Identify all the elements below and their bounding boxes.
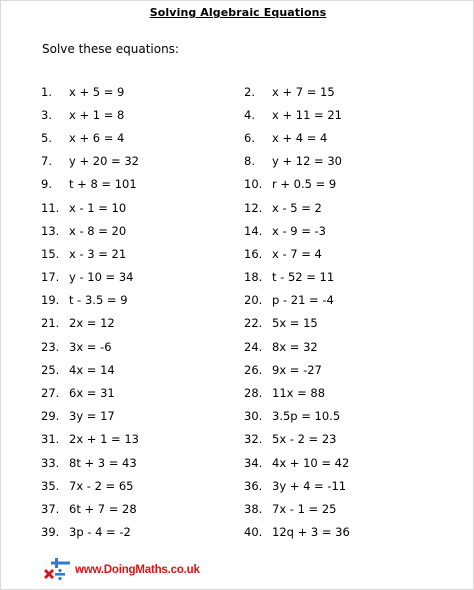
equation-item — [41, 266, 244, 289]
equation-number: 20. — [244, 293, 263, 308]
equation-text: 4x + 10 = 42 — [272, 455, 350, 470]
equation-item — [41, 312, 244, 335]
equation-number: 26. — [244, 362, 263, 377]
equation-text: x - 5 = 2 — [272, 200, 322, 215]
equation-number: 12. — [244, 200, 263, 215]
equation-text: 6x = 31 — [69, 386, 115, 401]
equation-number: 8. — [244, 154, 255, 169]
equation-item — [244, 150, 474, 173]
equation-item — [244, 266, 474, 289]
equation-number: 25. — [41, 362, 60, 377]
equation-number: 17. — [41, 270, 60, 285]
equation-text: 7x - 2 = 65 — [69, 478, 134, 493]
equation-item — [41, 103, 244, 126]
equation-number: 38. — [244, 501, 263, 516]
equation-item — [244, 289, 474, 312]
equation-number: 16. — [244, 246, 263, 261]
equation-number: 15. — [41, 246, 60, 261]
equation-text: t - 3.5 = 9 — [69, 293, 128, 308]
equation-item — [244, 381, 474, 404]
equation-text: r + 0.5 = 9 — [272, 177, 337, 192]
equation-number: 24. — [244, 339, 263, 354]
equation-item — [244, 405, 474, 428]
equation-number: 18. — [244, 270, 263, 285]
instructions-text: Solve these equations: — [42, 42, 179, 56]
equation-text: x - 9 = -3 — [272, 223, 326, 238]
equation-item — [244, 242, 474, 265]
equation-text: x + 7 = 15 — [272, 84, 335, 99]
equation-item — [244, 451, 474, 474]
equation-item — [41, 242, 244, 265]
equation-item — [41, 358, 244, 381]
equation-number: 34. — [244, 455, 263, 470]
equation-item — [41, 405, 244, 428]
equation-number: 21. — [41, 316, 60, 331]
equation-text: 4x = 14 — [69, 362, 115, 377]
equation-text: 5x - 2 = 23 — [272, 432, 337, 447]
equation-item — [41, 451, 244, 474]
equation-item — [41, 173, 244, 196]
equation-text: 3p - 4 = -2 — [69, 525, 131, 540]
equation-item — [244, 312, 474, 335]
equation-item — [41, 428, 244, 451]
equation-text: x - 1 = 10 — [69, 200, 127, 215]
equation-item — [41, 196, 244, 219]
equation-item — [41, 497, 244, 520]
equation-number: 36. — [244, 478, 263, 493]
equation-number: 37. — [41, 501, 60, 516]
equation-text: 7x - 1 = 25 — [272, 501, 337, 516]
equation-text: x - 7 = 4 — [272, 246, 322, 261]
equation-text: x + 1 = 8 — [69, 107, 125, 122]
equation-item — [244, 358, 474, 381]
equation-list — [1, 80, 474, 544]
equation-text: 8t + 3 = 43 — [69, 455, 137, 470]
equation-item — [41, 219, 244, 242]
equation-item — [244, 173, 474, 196]
equation-text: p - 21 = -4 — [272, 293, 334, 308]
equation-number: 27. — [41, 386, 60, 401]
equation-item — [41, 150, 244, 173]
equation-number: 6. — [244, 130, 255, 145]
equation-text: x + 4 = 4 — [272, 130, 328, 145]
footer-branding — [43, 557, 200, 583]
math-operators-logo-icon — [43, 557, 71, 583]
page-title: Solving Algebraic Equations — [149, 6, 327, 19]
equation-number: 1. — [41, 84, 52, 99]
equation-number: 3. — [41, 107, 52, 122]
equation-item — [244, 80, 474, 103]
equation-item — [244, 474, 474, 497]
equation-item — [244, 497, 474, 520]
website-link[interactable]: www.DoingMaths.co.uk — [75, 564, 200, 576]
equation-number: 13. — [41, 223, 60, 238]
equation-number: 22. — [244, 316, 263, 331]
equation-text: 3x = -6 — [69, 339, 112, 354]
equation-number: 7. — [41, 154, 52, 169]
equation-text: x - 8 = 20 — [69, 223, 127, 238]
equation-number: 2. — [244, 84, 255, 99]
equation-item — [244, 126, 474, 149]
equation-text: 5x = 15 — [272, 316, 318, 331]
equation-number: 19. — [41, 293, 60, 308]
equation-item — [41, 80, 244, 103]
equation-item — [41, 126, 244, 149]
equation-number: 5. — [41, 130, 52, 145]
equation-text: y + 20 = 32 — [69, 154, 139, 169]
equation-item — [244, 428, 474, 451]
equation-number: 28. — [244, 386, 263, 401]
equation-item — [244, 103, 474, 126]
equation-text: 12q + 3 = 36 — [272, 525, 350, 540]
equation-text: x + 11 = 21 — [272, 107, 342, 122]
equation-number: 10. — [244, 177, 263, 192]
equation-text: y - 10 = 34 — [69, 270, 134, 285]
equation-number: 14. — [244, 223, 263, 238]
equation-number: 33. — [41, 455, 60, 470]
equation-item — [244, 521, 474, 544]
equation-number: 40. — [244, 525, 263, 540]
equation-number: 31. — [41, 432, 60, 447]
equation-text: 6t + 7 = 28 — [69, 501, 137, 516]
equation-number: 30. — [244, 409, 263, 424]
equation-text: 8x = 32 — [272, 339, 318, 354]
equation-text: 3y + 4 = -11 — [272, 478, 347, 493]
equation-item — [244, 219, 474, 242]
equation-text: y + 12 = 30 — [272, 154, 342, 169]
equation-text: t - 52 = 11 — [272, 270, 335, 285]
equation-text: x - 3 = 21 — [69, 246, 127, 261]
equation-number: 29. — [41, 409, 60, 424]
equation-text: 3.5p = 10.5 — [272, 409, 341, 424]
equation-text: 11x = 88 — [272, 386, 326, 401]
equation-text: 9x = -27 — [272, 362, 322, 377]
equation-item — [41, 289, 244, 312]
equation-number: 9. — [41, 177, 52, 192]
equation-number: 32. — [244, 432, 263, 447]
equation-item — [244, 335, 474, 358]
equation-item — [41, 521, 244, 544]
equation-item — [41, 335, 244, 358]
equation-item — [41, 381, 244, 404]
equation-number: 23. — [41, 339, 60, 354]
equation-text: 2x + 1 = 13 — [69, 432, 139, 447]
equation-item — [41, 474, 244, 497]
equation-text: 3y = 17 — [69, 409, 115, 424]
equation-number: 39. — [41, 525, 60, 540]
equation-item — [244, 196, 474, 219]
equation-text: x + 6 = 4 — [69, 130, 125, 145]
equation-text: x + 5 = 9 — [69, 84, 125, 99]
equation-text: 2x = 12 — [69, 316, 115, 331]
equation-text: t + 8 = 101 — [69, 177, 137, 192]
equation-number: 4. — [244, 107, 255, 122]
equation-number: 11. — [41, 200, 60, 215]
equation-number: 35. — [41, 478, 60, 493]
